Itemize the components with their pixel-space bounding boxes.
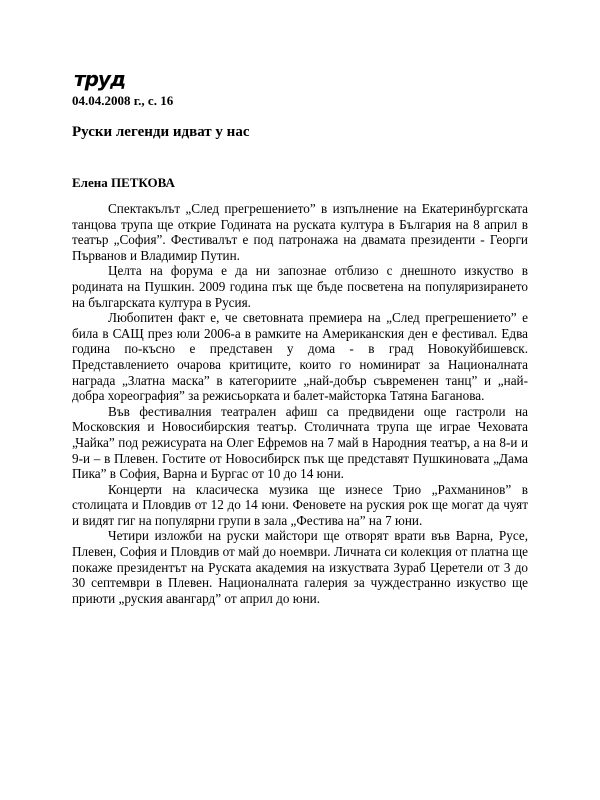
article-paragraph: Във фестивалния театрален афиш са предвидени още гастроли на Московския и Новосибирския театър. Столичната трупа ще играе Чеховата „Чайка” под режисурата на Олег Ефремов на 7 май в Народния театър, а на 8-и и 9-и – в Плевен. Гостите от Новосибирск пък ще представят Пушкиновата „Дама Пика” в София, Варна и Бургас от 10 до 14 юни.	[72, 403, 528, 482]
newspaper-logo: труд	[74, 67, 126, 91]
article-paragraph: Целта на форума е да ни запознае отблизо с днешното изкуство в родината на Пушкин. 2009 година пък ще бъде посветена на популяризирането на българската култура в Русия.	[72, 263, 528, 310]
article-paragraph: Любопитен факт е, че световната премиера на „След прегрешението” е била в САЩ през юли 2006-а в рамките на Американския ден е фестивал. Едва година по-късно е представен у дома - в град Новокуйбишевск. Представлението очарова критиците, които го номинират за Националната награда „Златна маска” в категориите „най-добър съвременен танц” и „най-добра хореография” за режисьорката и балет-майсторка Татяна Баганова.	[72, 310, 528, 404]
article-paragraph: Концерти на класическа музика ще изнесе Трио „Рахманинов” в столицата и Пловдив от 12 до 14 юни. Феновете на руския рок ще могат да чуят и видят гиг на популярни групи в зала „Фестива на” на 7 юни.	[72, 481, 528, 528]
article-author: Елена ПЕТКОВА	[72, 175, 175, 190]
article-paragraph: Четири изложби на руски майстори ще отворят врати във Варна, Русе, Плевен, София и Пловдив от май до ноември. Личната си колекция от платна ще покаже президентът на Руската академия на изкуствата Зураб Церетели от 3 до 30 септември в Плевен. Националната галерия за чуждестранно изкуство ще приюти „руския авангард” от април до юни.	[72, 528, 528, 606]
publication-date: 04.04.2008 г., с. 16	[72, 93, 174, 108]
article-headline: Руски легенди идват у нас	[72, 124, 250, 140]
article-paragraph: Спектакълът „След прегрешението” в изпълнение на Екатеринбургската танцова трупа ще открие Годината на руската култура в България на 8 април в театър „София”. Фестивалът е под патронажа на двамата президенти - Георги Първанов и Владимир Путин.	[72, 201, 528, 263]
article-body	[72, 201, 528, 606]
